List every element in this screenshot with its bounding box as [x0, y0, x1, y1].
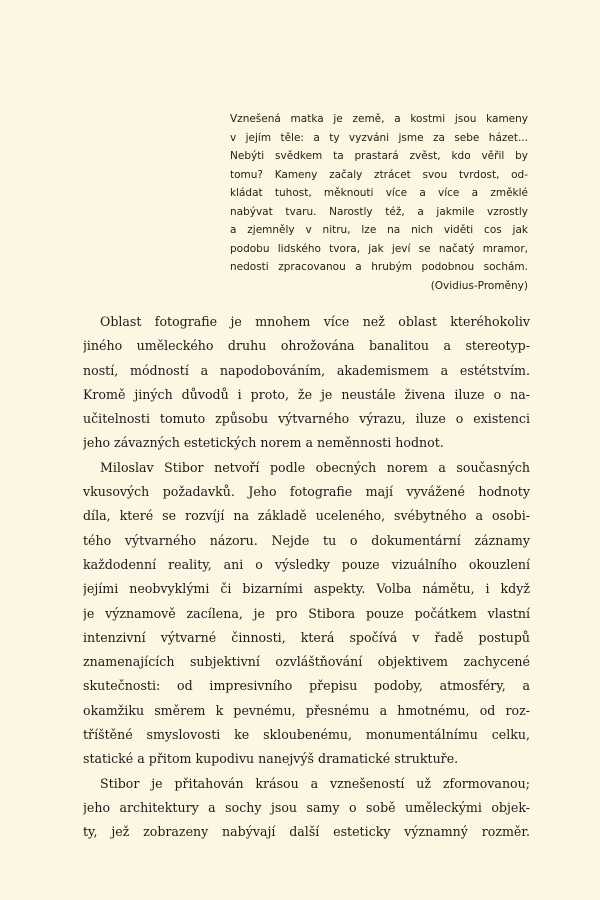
paragraph-line: ty, jež zobrazeny nabývají další esteticky významný rozměr.	[83, 824, 530, 840]
epigraph-line: nabývat tvaru. Narostly též, a jakmile vzrostly	[230, 205, 528, 218]
paragraph-line: tého výtvarného názoru. Nejde tu o dokumentární záznamy	[83, 532, 530, 548]
epigraph-quote	[230, 110, 528, 295]
epigraph-line: kládat tuhost, měknouti více a více a změklé	[230, 187, 528, 199]
paragraph-line: Kromě jiných důvodů i proto, že je neustále živena iluze o na-	[83, 386, 530, 402]
epigraph-line: Nebýti svědkem ta prastará zvěst, kdo věřil by	[230, 150, 528, 162]
epigraph-line: a zjemněly v nitru, lze na nich viděti cos jak	[230, 224, 528, 236]
paragraph-line: každodenní reality, ani o výsledky pouze vizuálního okouzlení	[83, 556, 530, 572]
paragraph-line: Oblast fotografie je mnohem více než oblast kteréhokoliv	[100, 314, 530, 329]
paragraph-line: jejími neobvyklými či bizarními aspekty. Volba námětu, i když	[83, 581, 530, 597]
paragraph-line: jiného uměleckého druhu ohrožována banalitou a stereotyp-	[83, 338, 530, 354]
paragraph-line: jeho architektury a sochy jsou samy o sobě uměleckými objek-	[83, 799, 530, 815]
paragraph-line: skutečnosti: od impresivního přepisu podoby, atmosféry, a	[83, 678, 530, 694]
epigraph-line: nedosti zpracovanou a hrubým podobnou sochám.	[230, 261, 528, 273]
paragraph-line: ností, módností a napodobováním, akademismem a estétstvím.	[83, 362, 530, 378]
body-text	[83, 310, 530, 845]
epigraph-source: (Ovidius-Proměny)	[430, 279, 528, 292]
paragraph-line: znamenajících subjektivní ozvláštňování objektivem zachycené	[83, 654, 530, 670]
paragraph-line: Stibor je přitahován krásou a vznešeností už zformovanou;	[100, 775, 530, 791]
paragraph-line: okamžiku směrem k pevnému, přesnému a hmotnému, od roz-	[83, 702, 530, 718]
paragraph-line: díla, které se rozvíjí na základě uceleného, svébytného a osobi-	[83, 508, 530, 524]
epigraph-line: tomu? Kameny začaly ztrácet svou tvrdost, od-	[230, 168, 528, 181]
paragraph-line: tříštěné smyslovosti ke skloubenému, monumentálnímu celku,	[83, 727, 530, 743]
paragraph-line: jeho závazných estetických norem a neměnnosti hodnot.	[83, 435, 444, 451]
paragraph-line: učitelnosti tomuto způsobu výtvarného výrazu, iluze o existenci	[83, 411, 530, 427]
paragraph-line: Miloslav Stibor netvoří podle obecných norem a současných	[100, 459, 530, 475]
paragraph-line: je významově zacílena, je pro Stibora pouze počátkem vlastní	[83, 605, 530, 621]
paragraph-line: vkusových požadavků. Jeho fotografie mají vyvážené hodnoty	[83, 484, 530, 500]
epigraph-line: v jejím těle: a ty vyzváni jsme za sebe házet...	[230, 131, 528, 144]
epigraph-line: Vznešená matka je země, a kostmi jsou kameny	[230, 113, 528, 125]
paragraph-line: intenzivní výtvarné činnosti, která spočívá v řadě postupů	[83, 629, 530, 645]
paragraph-line: statické a přitom kupodivu nanejvýš dramatické struktuře.	[83, 751, 459, 767]
epigraph-line: podobu lidského tvora, jak jeví se načatý mramor,	[230, 242, 528, 255]
